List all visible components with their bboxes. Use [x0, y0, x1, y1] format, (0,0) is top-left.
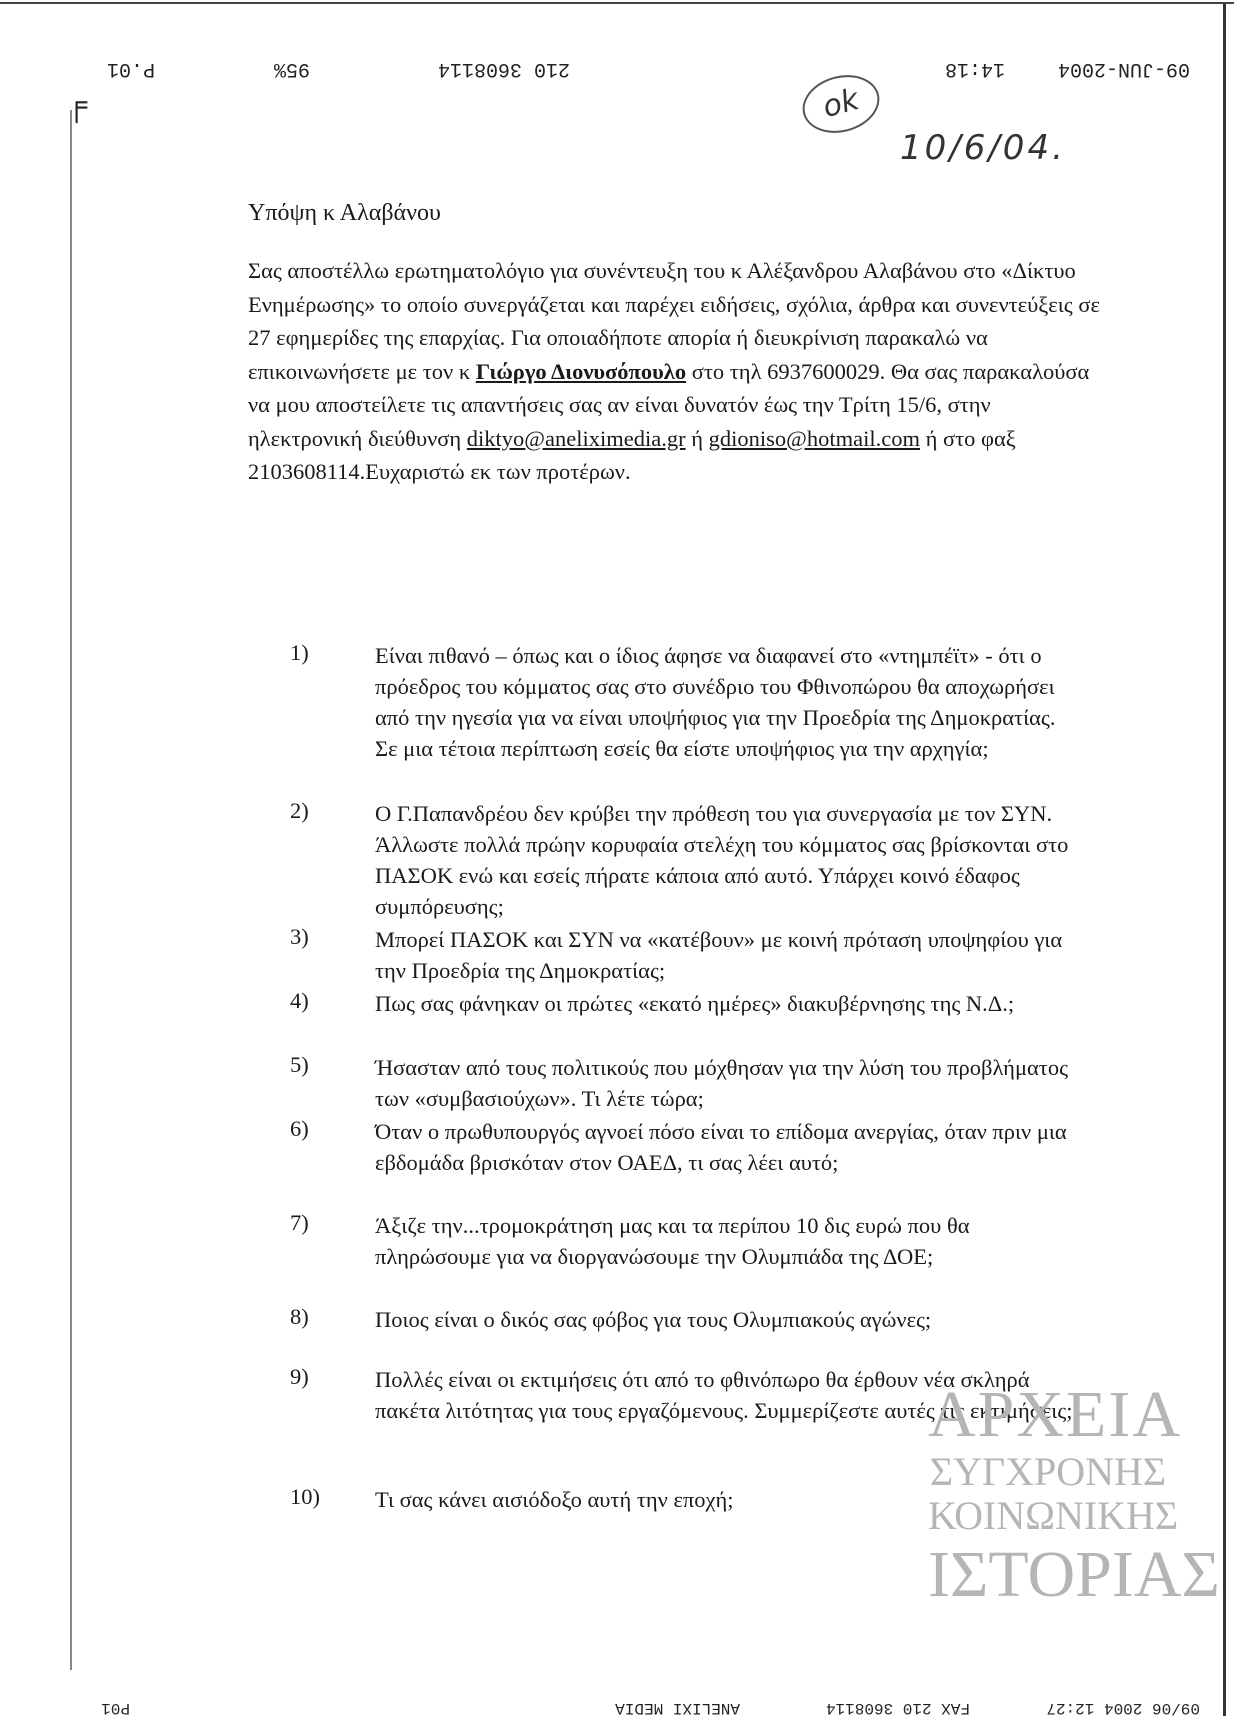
fax-header-phone: 210 3608114 — [437, 57, 570, 80]
question-number: 5) — [290, 1052, 309, 1077]
fax-footer-page: P01 — [101, 1699, 130, 1717]
question-text: Όταν ο πρωθυπουργός αγνοεί πόσο είναι το επίδομα ανεργίας, όταν πριν μια εβδομάδα βρισκόταν στον ΟΑΕΔ, τι σας λέει αυτό; — [375, 1119, 1067, 1175]
email-link-2: gdioniso@hotmail.com — [708, 425, 920, 451]
handwritten-ok: ok — [796, 67, 886, 141]
question-text: Πολλές είναι οι εκτιμήσεις ότι από το φθινόπωρο θα έρθουν νέα σκληρά πακέτα λιτότητας για τους εργαζόμενους. Συμμερίζεστε αυτές τις εκτιμήσεις; — [375, 1367, 1073, 1423]
question-number: 1) — [290, 640, 309, 665]
question-number: 6) — [290, 1116, 309, 1141]
fax-header-time: 14:18 — [944, 57, 1005, 80]
question-text: Ήσασταν από τους πολιτικούς που μόχθησαν για την λύση του προβλήματος των «συμβασιούχων». Τι λέτε τώρα; — [375, 1055, 1068, 1111]
stamp-line-2: ΣΥΓΧΡΟΝΗΣ — [929, 1449, 1167, 1494]
archive-stamp — [928, 1378, 1220, 1680]
fax-header-page: P.01 — [106, 57, 155, 80]
intro-text-3: ή στο φαξ 2103608114.Ευχαριστώ εκ των προτέρων. — [248, 425, 1016, 484]
salutation: Υπόψη κ Αλαβάνου — [248, 200, 441, 226]
page-right-edge — [1223, 4, 1226, 1716]
fax-footer — [80, 1695, 1200, 1717]
intro-text-1: Σας αποστέλλω ερωτηματολόγιο για συνέντευξη του κ Αλέξανδρου Αλαβάνου στο «Δίκτυο Ενημέρωσης» το οποίο συνεργάζεται και παρέχει ειδήσεις, σχόλια, άρθρα και συνεντεύξεις σε 27 εφημερίδες της επαρχίας. Για οποιαδήποτε απορία ή διευκρίνιση παρακαλώ να επικοινωνήσετε με τον κ — [248, 258, 1100, 384]
question-number: 8) — [290, 1304, 309, 1329]
question-number: 2) — [290, 798, 309, 823]
stamp-line-3: ΚΟΙΝΩΝΙΚΗΣ — [928, 1493, 1179, 1538]
stamp-line-4: ΙΣΤΟΡΙΑΣ — [928, 1538, 1220, 1611]
question-text: Είναι πιθανό – όπως και ο ίδιος άφησε να διαφανεί στο «ντημπέϊτ» - ότι ο πρόεδρος του κόμματος σας στο συνέδριο του Φθινοπώρου θα αποχωρήσει από την ηγεσία για να είναι υποψήφιος για την Προεδρία της Δημοκρατίας. Σε μια τέτοια περίπτωση εσείς θα είστε υποψήφιος για την αρχηγία; — [375, 643, 1056, 761]
fax-header — [90, 50, 1190, 80]
question-text: Μπορεί ΠΑΣΟΚ και ΣΥΝ να «κατέβουν» με κοινή πρόταση υποψηφίου για την Προεδρία της Δημοκρατίας; — [375, 927, 1063, 983]
question-text: Άξιζε την...τρομοκράτηση μας και τα περίπου 10 δις ευρώ που θα πληρώσουμε για να διοργανώσουμε την Ολυμπιάδα της ΔΟΕ; — [375, 1213, 970, 1269]
question-number: 3) — [290, 924, 309, 949]
contact-name: Γιώργο Διονυσόπουλο — [475, 358, 687, 384]
fax-header-percent: 95% — [273, 57, 310, 80]
email-link-1: diktyo@aneliximedia.gr — [466, 425, 686, 451]
question-number: 4) — [290, 988, 309, 1013]
fax-footer-datetime: 09/06 2004 12:27 — [1046, 1699, 1200, 1717]
question-text: Ο Γ.Παπανδρέου δεν κρύβει την πρόθεση του για συνεργασία με τον ΣΥΝ. Άλλωστε πολλά πρώην κορυφαία στελέχη του κόμματος σας βρίσκονται στο ΠΑΣΟΚ ενώ και εσείς πήρατε κάποια από αυτό. Υπάρχει κοινό έδαφος συμπόρευσης; — [375, 801, 1069, 919]
intro-paragraph — [248, 254, 1108, 489]
question-number: 9) — [290, 1364, 309, 1389]
handwritten-date: 10/6/04. — [900, 128, 1066, 168]
question-text: Ποιος είναι ο δικός σας φόβος για τους Ολυμπιακούς αγώνες; — [375, 1307, 932, 1332]
intro-text-2: στο τηλ 6937600029. Θα σας παρακαλούσα να μου αποστείλετε τις απαντήσεις σας αν είναι δυνατόν έως την Τρίτη 15/6, στην ηλεκτρονική διεύθυνση — [248, 358, 1090, 451]
fax-footer-fax: FAX 210 3608114 — [825, 1699, 970, 1717]
intro-or: ή — [685, 425, 709, 451]
fax-header-date: 09-JUN-2004 — [1057, 57, 1190, 80]
fax-left-rule — [70, 110, 72, 1670]
stamp-line-1: ΑΡΧΕΙΑ — [928, 1378, 1182, 1451]
page-top-edge — [0, 2, 1234, 4]
question-text: Τι σας κάνει αισιόδοξο αυτή την εποχή; — [375, 1487, 734, 1512]
question-number: 10) — [290, 1484, 320, 1509]
fax-edge-mark: ╒ — [66, 88, 88, 121]
question-number: 7) — [290, 1210, 309, 1235]
question-text: Πως σας φάνηκαν οι πρώτες «εκατό ημέρες» διακυβέρνησης της Ν.Δ.; — [375, 991, 1015, 1016]
fax-footer-sender: ANELIXI MEDIA — [615, 1699, 740, 1717]
